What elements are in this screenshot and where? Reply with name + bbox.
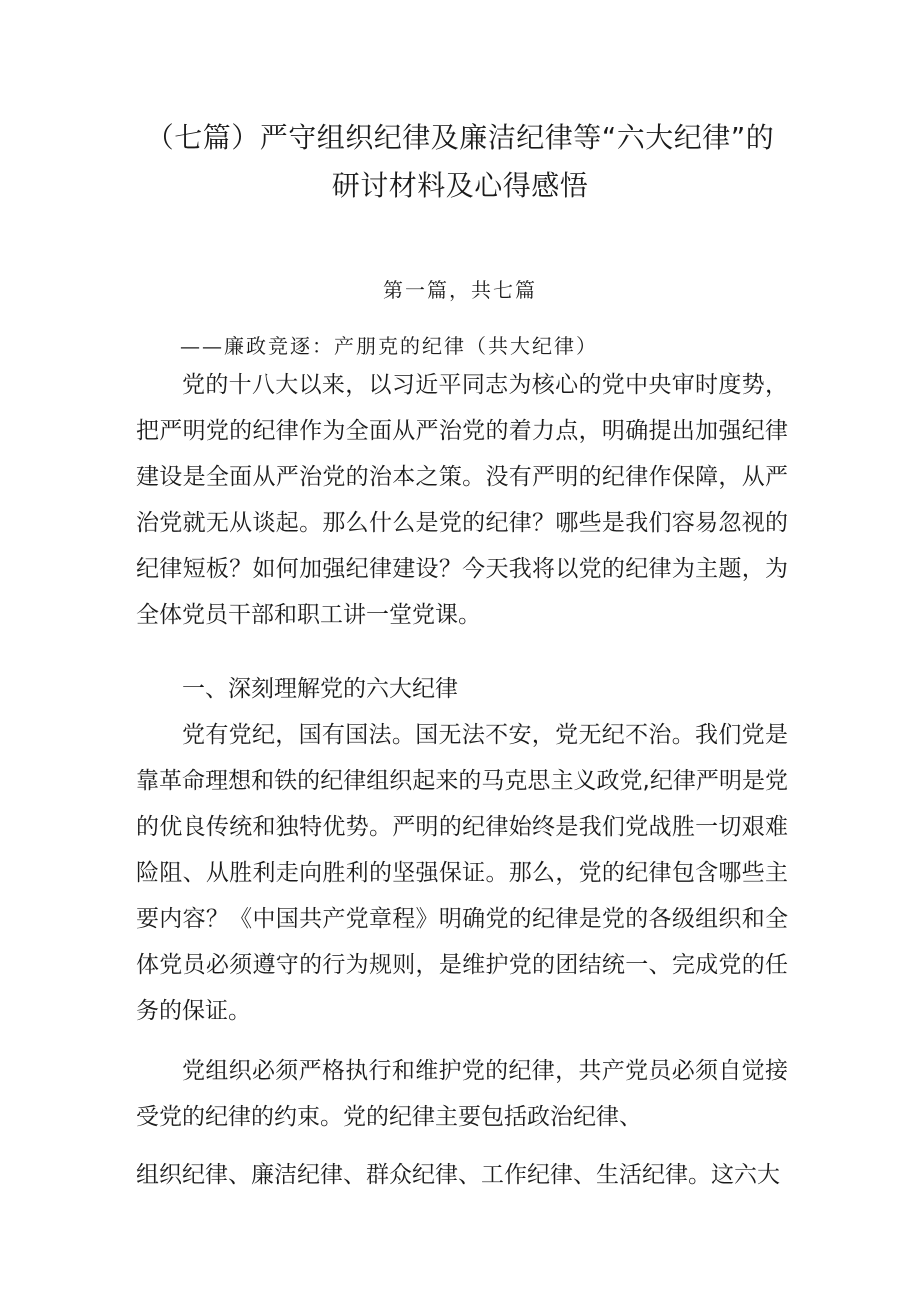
body-paragraph: 党组织必须严格执行和维护党的纪律，共产党员必须自觉接受党的纪律的约束。党的纪律主要包括政治纪律、 (136, 1058, 788, 1130)
section-heading: 一、深刻理解党的六大纪律 (182, 676, 458, 702)
chapter-subtitle: ——廉政竞逐：产朋克的纪律（共大纪律） (180, 334, 598, 358)
body-paragraph: 党的十八大以来，以习近平同志为核心的党中央审时度势，把严明党的纪律作为全面从严治党的着力点，明确提出加强纪律建设是全面从严治党的治本之策。没有严明的纪律作保障，从严治党就无从谈起。那么什么是党的纪律？哪些是我们容易忽视的纪律短板？如何加强纪律建设？今天我将以党的纪律为主题，为全体党员干部和职工讲一堂党课。 (136, 372, 788, 628)
body-paragraph: 组织纪律、廉洁纪律、群众纪律、工作纪律、生活纪律。这六大 (136, 1162, 780, 1188)
chapter-label: 第一篇，共七篇 (383, 278, 537, 302)
document-title-line-2: 研讨材料及心得感悟 (331, 169, 589, 202)
document-title-line-1: （七篇）严守组织纪律及廉洁纪律等“六大纪律”的 (145, 121, 775, 154)
body-paragraph: 党有党纪，国有国法。国无法不安，党无纪不治。我们党是靠革命理想和铁的纪律组织起来的马克思主义政党,纪律严明是党的优良传统和独特优势。严明的纪律始终是我们党战胜一切艰难险阻、从胜利走向胜利的坚强保证。那么，党的纪律包含哪些主要内容？《中国共产党章程》明确党的纪律是党的各级组织和全体党员必须遵守的行为规则，是维护党的团结统一、完成党的任务的保证。 (136, 722, 788, 1024)
